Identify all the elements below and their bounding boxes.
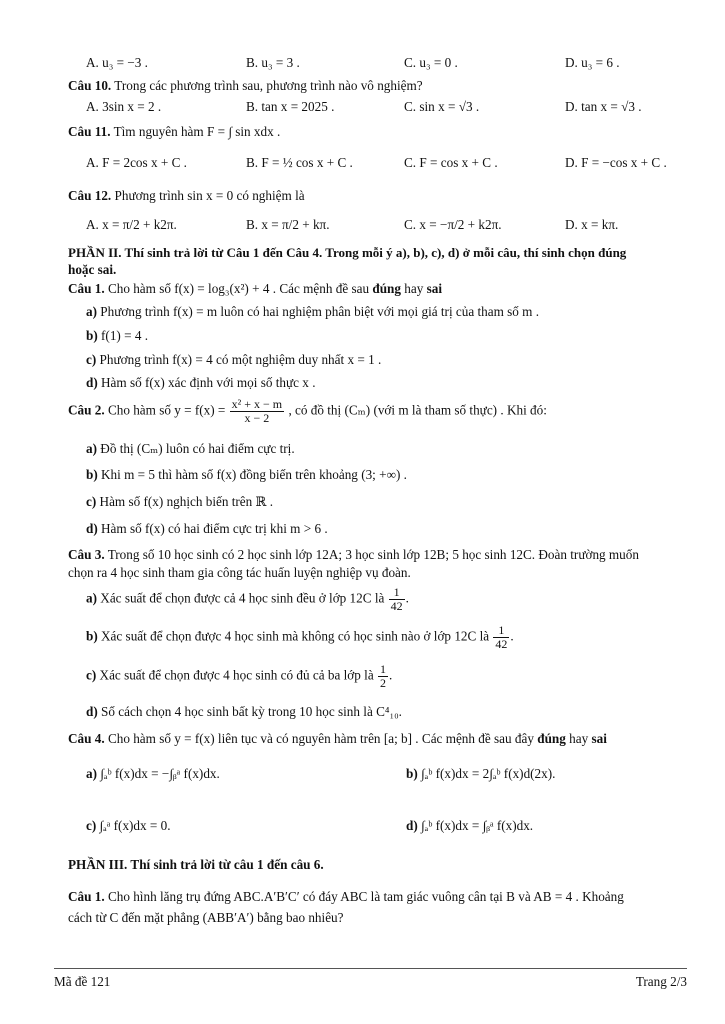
p2q2-stem: Câu 2. Cho hàm số y = f(x) = $\frac{\text{x² + x − m}}{x - 2}$ , có đồ thị (Cₘ) (với m là tham số thực) . Khi đó:: [68, 397, 547, 426]
q12-option-c: C. x = −π/2 + k2π.: [404, 217, 502, 232]
q10-option-d: D. tan x = √3 .: [565, 99, 642, 114]
p2q2-item-c: c) Hàm số f(x) nghịch biến trên ℝ .: [86, 494, 274, 509]
q11-option-c: C. F = cos x + C .: [404, 155, 498, 170]
q9-option-a: A. u₃ = −3 .: [86, 55, 148, 70]
part3-heading: PHẦN III. Thí sinh trả lời từ câu 1 đến câu 6.: [68, 857, 324, 872]
p2q1-item-d: d) Hàm số f(x) xác định với mọi số thực x .: [86, 375, 316, 390]
p2q4-stem: Câu 4. Cho hàm số y = f(x) liên tục và có nguyên hàm trên [a; b] . Các mệnh đề sau đây đúng hay sai: [68, 731, 607, 746]
page-footer: [54, 968, 687, 989]
q12-option-b: B. x = π/2 + kπ.: [246, 217, 330, 232]
p2q3-stem-line1: Câu 3. Trong số 10 học sinh có 2 học sinh lớp 12A; 3 học sinh lớp 12B; 5 học sinh 12C. Đoàn trường muốn: [68, 547, 639, 562]
p2q1-item-b: b) f(1) = 4 .: [86, 328, 149, 343]
p2q4-item-c: c) ∫ₐᵃ f(x)dx = 0.: [86, 818, 171, 833]
p2q1-item-c: c) Phương trình f(x) = 4 có một nghiệm duy nhất x = 1 .: [86, 352, 382, 367]
q9-option-d: D. u₃ = 6 .: [565, 55, 620, 70]
p2q3-item-d: d) Số cách chọn 4 học sinh bất kỳ trong 10 học sinh là C⁴₁₀.: [86, 704, 402, 719]
p2q3-stem-line2: chọn ra 4 học sinh tham gia công tác huấn luyện nghiệp vụ đoàn.: [68, 565, 411, 580]
exam-code: Mã đề 121: [54, 974, 111, 989]
q11-stem: Câu 11. Tìm nguyên hàm F = ∫ sin xdx .: [68, 124, 281, 139]
q9-option-c: C. u₃ = 0 .: [404, 55, 458, 70]
p2q4-item-b: b) ∫ₐᵇ f(x)dx = 2∫ₐᵇ f(x)d(2x).: [406, 766, 556, 781]
q11-option-d: D. F = −cos x + C .: [565, 155, 667, 170]
p2q4-item-d: d) ∫ₐᵇ f(x)dx = ∫ᵦᵃ f(x)dx.: [406, 818, 534, 833]
q9-option-b: B. u₃ = 3 .: [246, 55, 300, 70]
q10-option-a: A. 3sin x = 2 .: [86, 99, 162, 114]
q12-option-a: A. x = π/2 + k2π.: [86, 217, 177, 232]
p2q2-item-a: a) Đồ thị (Cₘ) luôn có hai điểm cực trị.: [86, 441, 295, 456]
page-number: Trang 2/3: [635, 974, 687, 989]
q12-option-d: D. x = kπ.: [565, 217, 619, 232]
q11-option-b: B. F = ½ cos x + C .: [246, 155, 353, 170]
q10-stem: Câu 10. Trong các phương trình sau, phương trình nào vô nghiệm?: [68, 78, 423, 93]
p2q3-item-c: c) Xác suất để chọn được 4 học sinh có đủ cả ba lớp là $\frac{1}{2}$ .: [86, 662, 393, 691]
p2q1-stem: Câu 1. Cho hàm số f(x) = log₃(x²) + 4 . Các mệnh đề sau đúng hay sai: [68, 281, 442, 296]
q11-option-a: A. F = 2cos x + C .: [86, 155, 187, 170]
p3q1-stem-line2: cách từ C đến mặt phẳng (ABB′A′) bằng bao nhiêu?: [68, 910, 344, 925]
part2-heading-line1: PHẦN II. Thí sinh trả lời từ Câu 1 đến Câu 4. Trong mỗi ý a), b), c), d) ở mỗi câu, thí sinh chọn đúng: [68, 245, 627, 260]
p2q1-item-a: a) Phương trình f(x) = m luôn có hai nghiệm phân biệt với mọi giá trị của tham số m .: [86, 304, 540, 319]
q10-option-c: C. sin x = √3 .: [404, 99, 480, 114]
part2-heading-line2: hoặc sai.: [68, 262, 117, 277]
q12-stem: Câu 12. Phương trình sin x = 0 có nghiệm là: [68, 188, 305, 203]
p3q1-stem-line1: Câu 1. Cho hình lăng trụ đứng ABC.A′B′C′ có đáy ABC là tam giác vuông cân tại B và AB = 4 . Khoảng: [68, 889, 624, 904]
p2q2-item-b: b) Khi m = 5 thì hàm số f(x) đồng biến trên khoảng (3; +∞) .: [86, 467, 407, 482]
p2q3-item-a: a) Xác suất để chọn được cả 4 học sinh đều ở lớp 12C là $\frac{1}{42}$ .: [86, 585, 409, 614]
p2q3-item-b: b) Xác suất để chọn được 4 học sinh mà không có học sinh nào ở lớp 12C là $\frac{1}{42}$ .: [86, 623, 514, 652]
p2q4-item-a: a) ∫ₐᵇ f(x)dx = −∫ᵦᵃ f(x)dx.: [86, 766, 220, 781]
p2q2-item-d: d) Hàm số f(x) có hai điểm cực trị khi m > 6 .: [86, 521, 328, 536]
q10-option-b: B. tan x = 2025 .: [246, 99, 335, 114]
p2q2-fraction: $\frac{\text{x² + x − m}}{x - 2}$: [231, 397, 283, 426]
